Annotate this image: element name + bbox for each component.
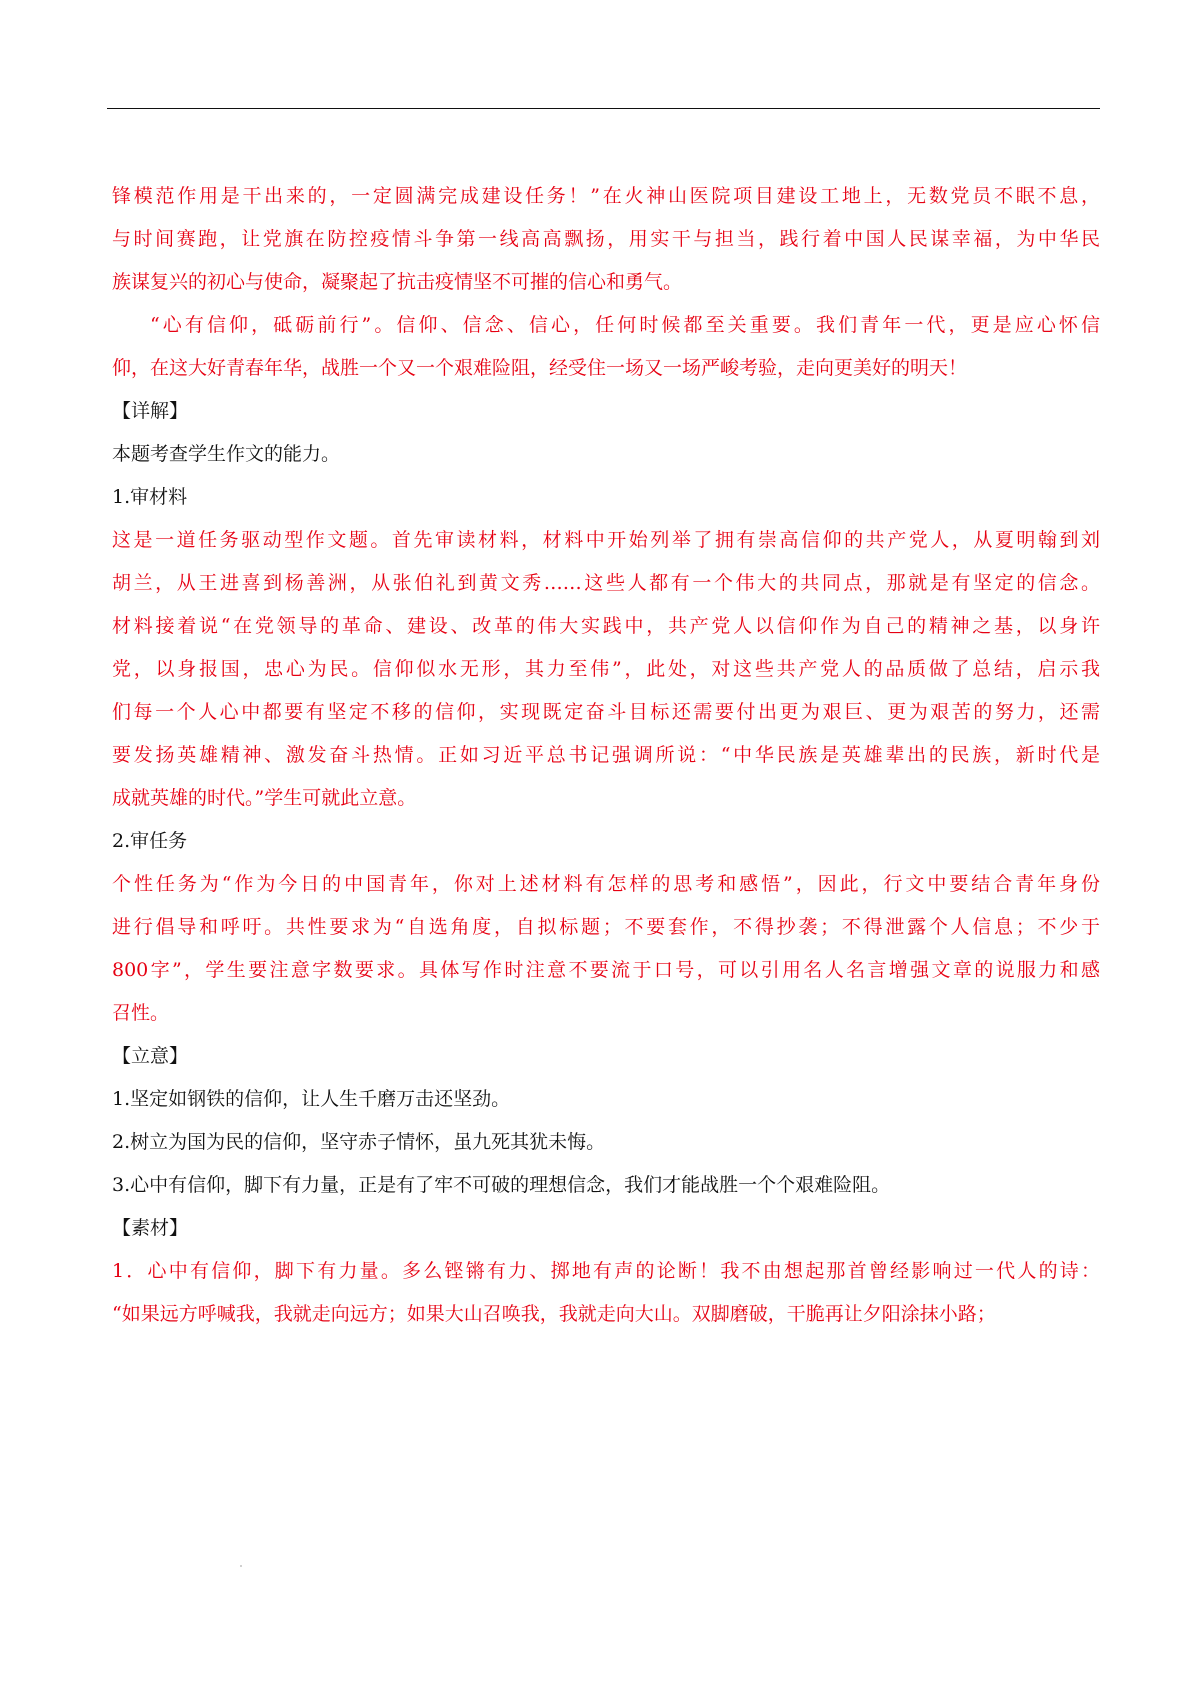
text-line: 要发扬英雄精神、激发奋斗热情。正如习近平总书记强调所说：“中华民族是英雄辈出的民族，新时代是 [112,744,1100,766]
text-line: 成就英雄的时代。”学生可就此立意。 [112,787,417,809]
paragraph [112,1121,1100,1164]
paragraph [112,519,1100,820]
text-line: “心有信仰，砥砺前行”。信仰、信念、信心，任何时候都至关重要。我们青年一代，更是应心怀信 [150,314,1100,336]
text-line: 800字”，学生要注意字数要求。具体写作时注意不要流于口号，可以引用名人名言增强文章的说服力和感 [112,959,1100,981]
text-line: 1．心中有信仰，脚下有力量。多么铿锵有力、掷地有声的论断！我不由想起那首曾经影响过一代人的诗： [112,1260,1100,1282]
text-line: 【素材】 [112,1217,189,1239]
paragraph [112,390,1100,433]
text-line: 仰，在这大好青春年华，战胜一个又一个艰难险阻，经受住一场又一场严峻考验，走向更美好的明天！ [112,357,968,379]
text-line: 2.审任务 [112,830,188,852]
text-line: 本题考查学生作文的能力。 [112,443,341,465]
text-line: 【立意】 [112,1045,189,1067]
paragraph [112,175,1100,304]
text-line: 1.审材料 [112,486,188,508]
paragraph [112,1164,1100,1207]
text-line: 个性任务为“作为今日的中国青年，你对上述材料有怎样的思考和感悟”，因此，行文中要结合青年身份 [112,873,1100,895]
text-line: 锋模范作用是干出来的，一定圆满完成建设任务！”在火神山医院项目建设工地上，无数党员不眠不息， [112,185,1100,207]
text-line: 2.树立为国为民的信仰，坚守赤子情怀，虽九死其犹未悔。 [112,1131,606,1153]
document-body [112,175,1100,1336]
paragraph [112,1250,1100,1336]
paragraph [112,820,1100,863]
text-line: 胡兰，从王进喜到杨善洲，从张伯礼到黄文秀……这些人都有一个伟大的共同点，那就是有坚定的信念。 [112,572,1100,594]
text-line: 族谋复兴的初心与使命，凝聚起了抗击疫情坚不可摧的信心和勇气。 [112,271,683,293]
paragraph [112,304,1100,390]
text-line: 材料接着说“在党领导的革命、建设、改革的伟大实践中，共产党人以信仰作为自己的精神之基，以身许 [112,615,1100,637]
text-line: 3.心中有信仰，脚下有力量，正是有了牢不可破的理想信念，我们才能战胜一个个艰难险阻。 [112,1174,891,1196]
paragraph [112,1078,1100,1121]
paragraph [112,476,1100,519]
text-line: 【详解】 [112,400,189,422]
header-rule [107,108,1100,109]
paragraph [112,1035,1100,1078]
text-line: 召性。 [112,1002,170,1024]
text-line: 1.坚定如钢铁的信仰，让人生千磨万击还坚劲。 [112,1088,511,1110]
text-line: 进行倡导和呼吁。共性要求为“自选角度，自拟标题；不要套作，不得抄袭；不得泄露个人信息；不少于 [112,916,1100,938]
text-line: 与时间赛跑，让党旗在防控疫情斗争第一线高高飘扬，用实干与担当，践行着中国人民谋幸福，为中华民 [112,228,1100,250]
text-line: 们每一个人心中都要有坚定不移的信仰，实现既定奋斗目标还需要付出更为艰巨、更为艰苦的努力，还需 [112,701,1100,723]
page-speck [240,1565,242,1567]
text-line: 党，以身报国，忠心为民。信仰似水无形，其力至伟”，此处，对这些共产党人的品质做了总结，启示我 [112,658,1100,680]
text-line: “如果远方呼喊我，我就走向远方；如果大山召唤我，我就走向大山。双脚磨破，干脆再让夕阳涂抹小路； [112,1303,996,1325]
paragraph [112,1207,1100,1250]
paragraph [112,433,1100,476]
text-line: 这是一道任务驱动型作文题。首先审读材料，材料中开始列举了拥有崇高信仰的共产党人，从夏明翰到刘 [112,529,1100,551]
paragraph [112,863,1100,1035]
